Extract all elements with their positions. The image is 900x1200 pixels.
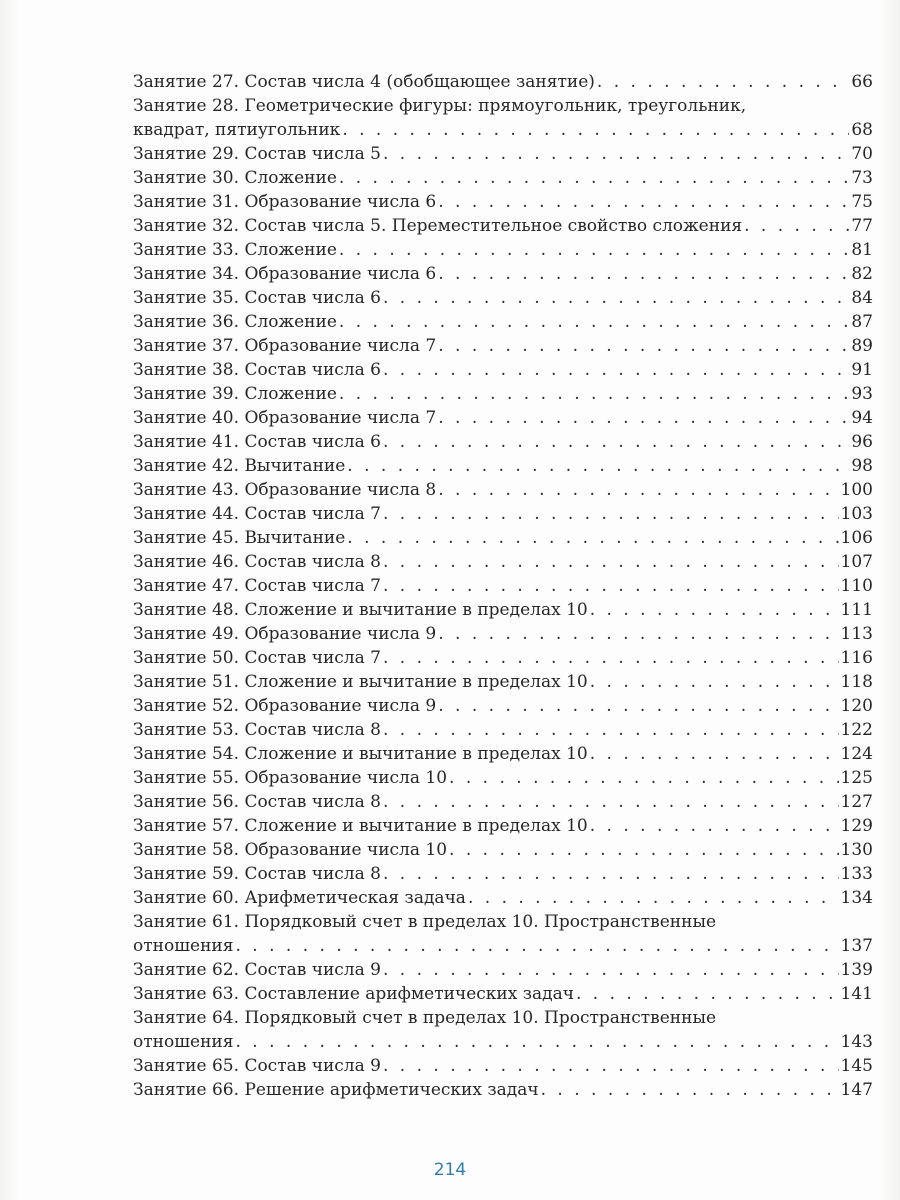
toc-entry-title-text: Сложение [244,312,337,332]
toc-entry-title-text: Состав числа 5 [244,144,381,164]
toc-entry-label: Занятие 35. [133,288,240,308]
toc-entry-label: Занятие 64. [133,1008,240,1028]
dot-leader [576,982,839,1006]
dot-leader [383,550,839,574]
toc-entry [133,94,873,142]
dot-leader [438,406,849,430]
toc-entry-title-text: Состав числа 6 [244,288,381,308]
toc-entry [133,310,873,334]
toc-entry-title [133,430,381,454]
toc-entry-title [133,550,381,574]
toc-entry-title [133,742,588,766]
toc-entry-page: 94 [851,408,873,428]
toc-entry-page: 66 [851,72,873,92]
toc-entry [133,886,873,910]
toc-entry-page: 116 [840,648,873,668]
toc-entry-label: Занятие 50. [133,648,240,668]
toc-entry-page: 122 [840,720,873,740]
toc-entry [133,502,873,526]
toc-entry [133,214,873,238]
page-number: 214 [433,1160,467,1180]
dot-leader [597,70,849,94]
toc-entry-page: 143 [840,1032,873,1052]
toc-entry-title-text: Состав числа 8 [244,792,381,812]
toc-entry-title-text: Сложение и вычитание в пределах 10 [244,600,588,620]
toc-entry [133,790,873,814]
toc-entry-title [133,214,742,238]
toc-entry-title [133,1054,381,1078]
toc-entry-page: 133 [840,864,873,884]
toc-entry-title-text: Сложение и вычитание в пределах 10 [244,816,588,836]
toc-entry-title-text: Состав числа 7 [244,576,381,596]
toc-entry-title [133,142,381,166]
toc-entry-title [133,238,337,262]
toc-entry-title [133,406,436,430]
toc-entry-label: Занятие 31. [133,192,240,212]
toc-entry-title-text: Состав числа 6 [244,432,381,452]
toc-entry-label: Занятие 42. [133,456,240,476]
toc-entry-page: 110 [840,576,873,596]
toc-entry-title-text: Образование числа 8 [244,480,437,500]
toc-entry-label: Занятие 48. [133,600,240,620]
toc-entry-title-text: Образование числа 10 [244,840,448,860]
toc-entry-page: 98 [851,456,873,476]
dot-leader [383,430,849,454]
dot-leader [235,934,838,958]
toc-entry [133,670,873,694]
toc-entry-title [133,982,574,1006]
toc-entry-title [133,790,381,814]
toc-entry-page: 96 [851,432,873,452]
toc-entry-page: 89 [851,336,873,356]
toc-entry-page: 147 [840,1080,873,1100]
toc-entry-page: 134 [840,888,873,908]
dot-leader [438,622,838,646]
toc-entry-label: Занятие 27. [133,72,240,92]
dot-leader [449,766,839,790]
toc-entry-title [133,622,436,646]
toc-entry [133,694,873,718]
toc-entry-title-text: Состав числа 9 [244,960,381,980]
toc-entry-page: 103 [840,504,873,524]
toc-entry-label: Занятие 44. [133,504,240,524]
dot-leader [590,742,839,766]
toc-entry-title [133,1006,716,1030]
toc-entry-title-text: Сложение и вычитание в пределах 10 [244,672,588,692]
toc-entry-title-text: Сложение [244,240,337,260]
toc-entry-title-text: Арифметическая задача [244,888,466,908]
toc-entry-label: Занятие 30. [133,168,240,188]
toc-entry-page: 70 [851,144,873,164]
toc-entry-title [133,190,436,214]
toc-entry-title-text: Состав числа 7 [244,504,381,524]
toc-entry-page: 111 [840,600,873,620]
dot-leader [342,118,849,142]
toc-entry-page: 141 [840,984,873,1004]
dot-leader [438,694,838,718]
toc-entry-title [133,1078,539,1102]
toc-entry-title-text: Составление арифметических задач [244,984,574,1004]
toc-entry-title-continued: квадрат, пятиугольник [133,120,341,140]
dot-leader [383,790,839,814]
toc-entry-page: 118 [840,672,873,692]
toc-entry-title [133,766,447,790]
toc-entry-page: 120 [840,696,873,716]
toc-entry-page: 137 [840,936,873,956]
toc-entry-page: 81 [851,240,873,260]
dot-leader [339,238,849,262]
toc-entry-title-text: Сложение и вычитание в пределах 10 [244,744,588,764]
toc-entry-title-text: Образование числа 10 [244,768,448,788]
toc-entry-title-text: Решение арифметических задач [244,1080,539,1100]
toc-entry [133,478,873,502]
toc-entry-page: 106 [840,528,873,548]
toc-entry-label: Занятие 40. [133,408,240,428]
toc-entry-page: 68 [851,120,873,140]
toc-entry-label: Занятие 39. [133,384,240,404]
dot-leader [383,958,839,982]
toc-entry-title [133,526,345,550]
toc-entry-label: Занятие 43. [133,480,240,500]
toc-entry-title-continued: отношения [133,936,234,956]
toc-entry-label: Занятие 60. [133,888,240,908]
toc-entry-page: 93 [851,384,873,404]
toc-entry [133,862,873,886]
dot-leader [383,1054,839,1078]
toc-entry-title [133,334,436,358]
toc-entry [133,742,873,766]
toc-entry [133,1006,873,1054]
toc-entry-title-text: Образование числа 6 [244,264,437,284]
toc-entry-title-text: Образование числа 7 [244,408,437,428]
dot-leader [383,574,839,598]
dot-leader [347,526,838,550]
toc-entry-title [133,886,466,910]
toc-entry-title [133,646,381,670]
toc-entry-title-text: Порядковый счет в пределах 10. Пространственные [244,912,717,932]
toc-entry [133,718,873,742]
toc-entry-title [133,670,588,694]
toc-entry-title-text: Образование числа 7 [244,336,437,356]
toc-entry-label: Занятие 45. [133,528,240,548]
dot-leader [438,190,849,214]
dot-leader [339,382,849,406]
toc-entry [133,574,873,598]
toc-entry-label: Занятие 33. [133,240,240,260]
toc-entry-title [133,478,436,502]
dot-leader [383,358,849,382]
toc-entry [133,598,873,622]
toc-entry-label: Занятие 47. [133,576,240,596]
toc-entry [133,142,873,166]
toc-entry-title-text: Состав числа 6 [244,360,381,380]
toc-entry-title [133,94,746,118]
toc-entry-title-text: Вычитание [244,528,346,548]
table-of-contents [133,70,873,1102]
dot-leader [590,814,839,838]
toc-entry-title [133,382,337,406]
dot-leader [438,262,849,286]
toc-entry-title [133,694,436,718]
dot-leader [347,454,849,478]
toc-entry-label: Занятие 36. [133,312,240,332]
toc-entry-page: 75 [851,192,873,212]
toc-entry-title [133,574,381,598]
toc-entry [133,838,873,862]
toc-entry-title [133,70,595,94]
toc-entry-page: 145 [840,1056,873,1076]
toc-entry [133,550,873,574]
toc-entry [133,1078,873,1102]
toc-entry-title-text: Состав числа 5. Переместительное свойство сложения [244,216,743,236]
toc-entry-label: Занятие 38. [133,360,240,380]
toc-entry-title [133,598,588,622]
dot-leader [590,598,839,622]
toc-entry [133,430,873,454]
dot-leader [339,310,849,334]
dot-leader [383,286,849,310]
toc-entry-page: 73 [851,168,873,188]
toc-entry-label: Занятие 53. [133,720,240,740]
toc-entry-page: 125 [840,768,873,788]
dot-leader [383,646,839,670]
toc-entry-label: Занятие 55. [133,768,240,788]
toc-entry-title-text: Сложение [244,384,337,404]
dot-leader [449,838,839,862]
toc-entry-label: Занятие 52. [133,696,240,716]
toc-entry-page: 139 [840,960,873,980]
toc-entry-title-text: Образование числа 9 [244,624,437,644]
toc-entry-title [133,286,381,310]
toc-entry-title [133,358,381,382]
toc-entry-page: 127 [840,792,873,812]
toc-entry-title-text: Состав числа 8 [244,720,381,740]
dot-leader [383,142,849,166]
toc-entry [133,910,873,958]
toc-entry [133,766,873,790]
toc-entry-page: 100 [840,480,873,500]
toc-entry-page: 82 [851,264,873,284]
dot-leader [438,334,849,358]
dot-leader [541,1078,839,1102]
toc-entry-label: Занятие 37. [133,336,240,356]
dot-leader [468,886,839,910]
toc-entry-label: Занятие 32. [133,216,240,236]
toc-entry-page: 129 [840,816,873,836]
toc-entry-title [133,310,337,334]
toc-entry-label: Занятие 57. [133,816,240,836]
toc-entry-title [133,838,447,862]
toc-entry-label: Занятие 66. [133,1080,240,1100]
toc-entry-page: 107 [840,552,873,572]
toc-entry-page: 84 [851,288,873,308]
toc-entry-title [133,166,337,190]
toc-entry-page: 130 [840,840,873,860]
toc-entry-label: Занятие 51. [133,672,240,692]
toc-entry [133,382,873,406]
toc-entry-label: Занятие 62. [133,960,240,980]
toc-entry-label: Занятие 28. [133,96,240,116]
toc-entry [133,958,873,982]
toc-entry-page: 91 [851,360,873,380]
dot-leader [383,862,839,886]
toc-entry-label: Занятие 63. [133,984,240,1004]
toc-entry [133,646,873,670]
dot-leader [235,1030,838,1054]
toc-entry-title-text: Геометрические фигуры: прямоугольник, треугольник, [244,96,747,116]
toc-entry [133,166,873,190]
toc-entry [133,262,873,286]
toc-entry-title-text: Сложение [244,168,337,188]
toc-entry-title-text: Образование числа 9 [244,696,437,716]
toc-entry-title-text: Образование числа 6 [244,192,437,212]
toc-entry-label: Занятие 59. [133,864,240,884]
toc-entry [133,286,873,310]
toc-entry [133,1054,873,1078]
dot-leader [383,718,839,742]
toc-entry [133,526,873,550]
toc-entry-label: Занятие 56. [133,792,240,812]
toc-entry [133,358,873,382]
toc-entry [133,406,873,430]
toc-entry [133,190,873,214]
dot-leader [438,478,838,502]
toc-entry-label: Занятие 49. [133,624,240,644]
toc-entry-title [133,958,381,982]
toc-entry-title [133,502,381,526]
toc-entry-label: Занятие 65. [133,1056,240,1076]
toc-entry-label: Занятие 29. [133,144,240,164]
toc-entry-page: 77 [851,216,873,236]
toc-entry-title [133,454,345,478]
toc-entry-label: Занятие 61. [133,912,240,932]
toc-entry-title-text: Порядковый счет в пределах 10. Пространственные [244,1008,717,1028]
toc-entry [133,238,873,262]
toc-entry-label: Занятие 54. [133,744,240,764]
toc-entry-label: Занятие 41. [133,432,240,452]
toc-entry-title [133,910,716,934]
toc-entry-title [133,718,381,742]
toc-entry-label: Занятие 58. [133,840,240,860]
toc-entry [133,454,873,478]
toc-entry [133,334,873,358]
toc-entry-title-continued: отношения [133,1032,234,1052]
toc-entry-label: Занятие 34. [133,264,240,284]
toc-entry-label: Занятие 46. [133,552,240,572]
toc-entry-title-text: Состав числа 4 (обобщающее занятие) [244,72,595,92]
toc-entry-title-text: Состав числа 8 [244,552,381,572]
toc-entry-title [133,262,436,286]
dot-leader [339,166,849,190]
toc-entry [133,982,873,1006]
toc-entry-page: 87 [851,312,873,332]
dot-leader [744,214,849,238]
toc-entry-title-text: Вычитание [244,456,346,476]
toc-entry-page: 124 [840,744,873,764]
dot-leader [383,502,839,526]
dot-leader [590,670,839,694]
toc-entry [133,622,873,646]
toc-entry-title-text: Состав числа 9 [244,1056,381,1076]
toc-entry [133,814,873,838]
toc-entry-title-text: Состав числа 7 [244,648,381,668]
toc-entry-title-text: Состав числа 8 [244,864,381,884]
toc-entry-page: 113 [840,624,873,644]
toc-entry-title [133,814,588,838]
toc-entry [133,70,873,94]
toc-entry-title [133,862,381,886]
